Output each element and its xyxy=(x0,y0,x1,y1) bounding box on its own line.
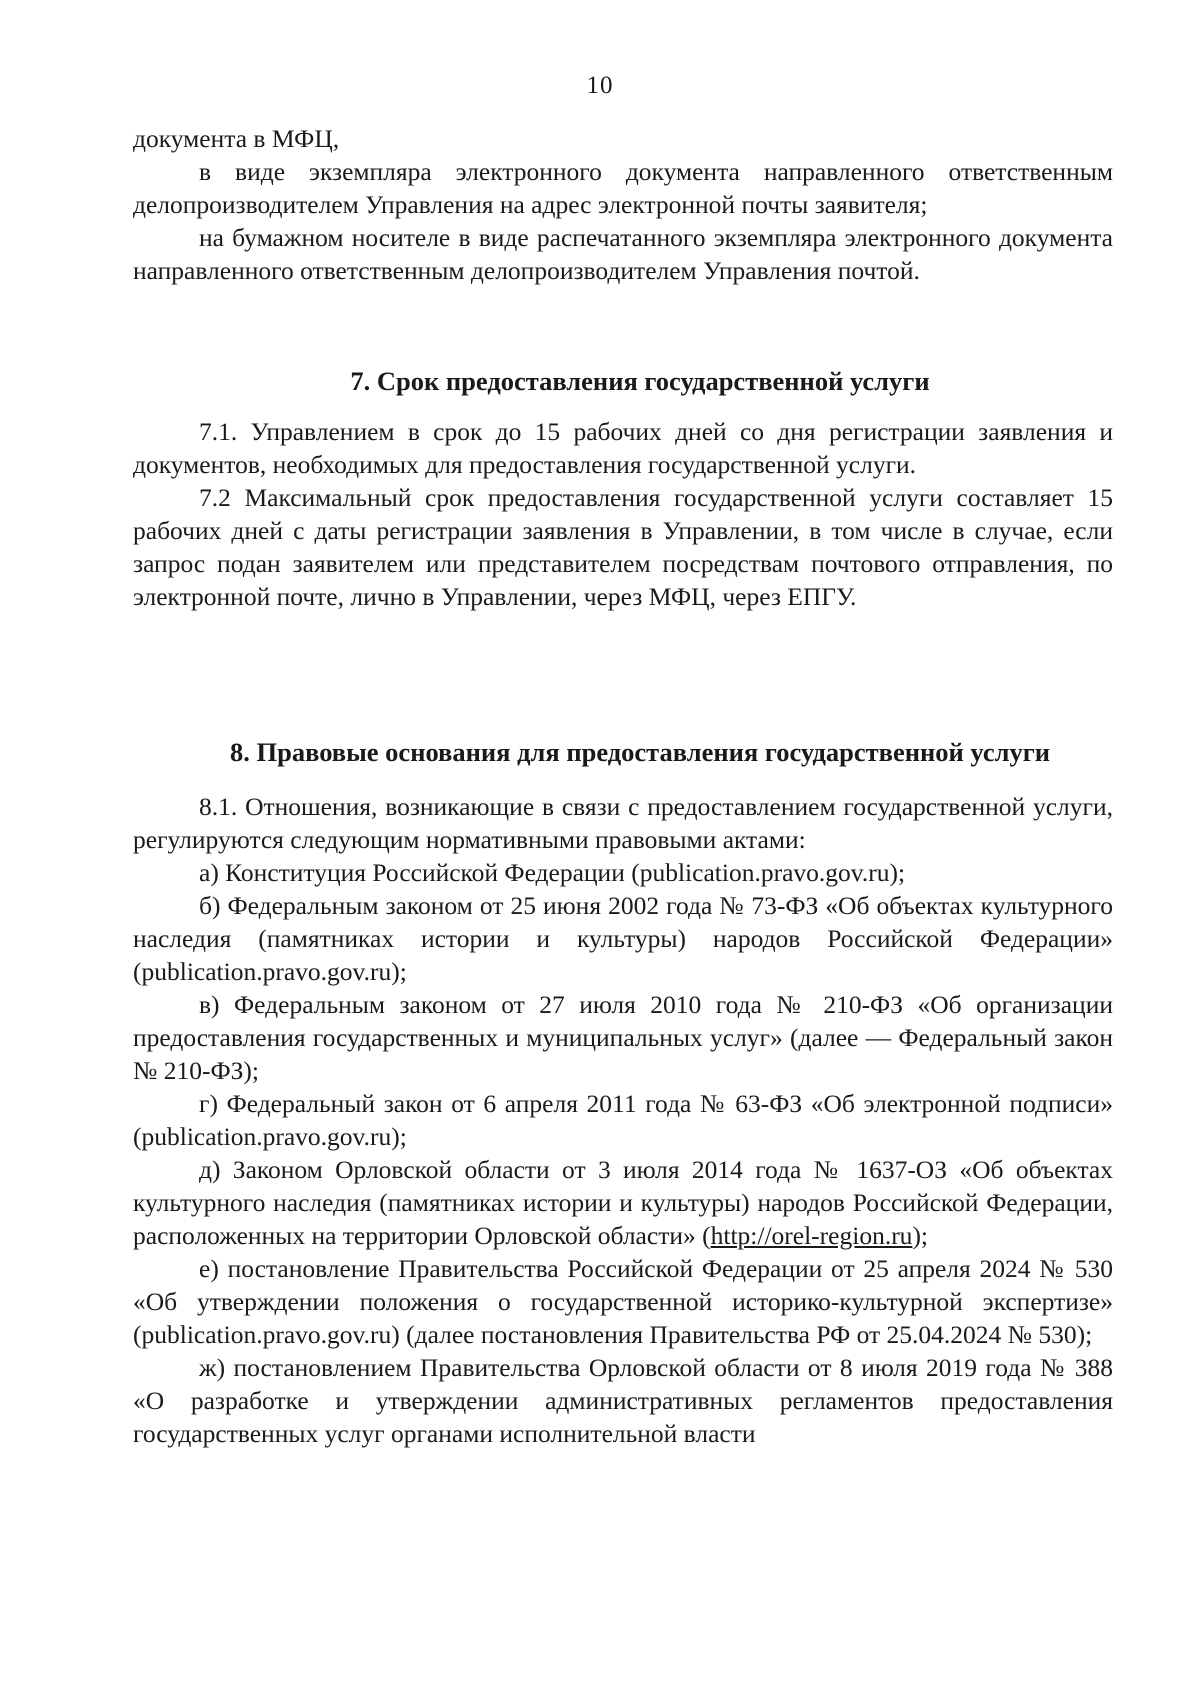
intro-line-1: документа в МФЦ, xyxy=(133,124,340,153)
orel-region-link[interactable]: http://orel-region.ru xyxy=(710,1221,913,1250)
section-7-body xyxy=(133,415,1113,613)
legal-act-item-zh: ж) постановлением Правительства Орловской области от 8 июля 2019 года № 388 «О разработке и утверждении административных регламентов предоставления государственных услуг органами исполнительной власти xyxy=(133,1353,1113,1448)
legal-act-item-v: в) Федеральным законом от 27 июля 2010 года № 210-ФЗ «Об организации предоставления государственных и муниципальных услуг» (далее — Федеральный закон № 210-ФЗ); xyxy=(133,990,1113,1085)
section-8-title: 8. Правовые основания для предоставления государственной услуги xyxy=(229,737,1051,767)
legal-act-item-d xyxy=(133,1153,1113,1252)
section-7-paragraph-2: 7.2 Максимальный срок предоставления государственной услуги составляет 15 рабочих дней с даты регистрации заявления в Управлении, в том числе в случае, если запрос подан заявителем или представителем посредствам почтового отправления, по электронной почте, лично в Управлении, через МФЦ, через ЕПГУ. xyxy=(133,483,1113,611)
legal-act-item-e: е) постановление Правительства Российской Федерации от 25 апреля 2024 № 530 «Об утверждении положения о государственной историко-культурной экспертизе» (publication.pravo.gov.ru) (далее постановления Правительства РФ от 25.04.2024 № 530); xyxy=(133,1254,1113,1349)
section-8-paragraph-1: 8.1. Отношения, возникающие в связи с предоставлением государственной услуги, регулируются следующим нормативными правовыми актами: xyxy=(133,792,1113,854)
intro-paragraph-3: на бумажном носителе в виде распечатанного экземпляра электронного документа направленного ответственным делопроизводителем Управления почтой. xyxy=(133,223,1113,285)
legal-act-item-d-text: д) Законом Орловской области от 3 июля 2014 года № 1637-ОЗ «Об объектах культурного наследия (памятниках истории и культуры) народов Российской Федерации, расположенных на территории Орловской области» ( xyxy=(133,1155,1113,1250)
legal-act-item-d-end: ); xyxy=(912,1221,929,1250)
section-8-body xyxy=(133,790,1113,1450)
section-7-paragraph-1: 7.1. Управлением в срок до 15 рабочих дней со дня регистрации заявления и документов, необходимых для предоставления государственной услуги. xyxy=(133,417,1113,479)
page-number: 10 xyxy=(586,72,614,99)
section-7-title: 7. Срок предоставления государственной услуги xyxy=(350,366,930,396)
legal-act-item-g: г) Федеральный закон от 6 апреля 2011 года № 63-ФЗ «Об электронной подписи» (publication.pravo.gov.ru); xyxy=(133,1089,1113,1151)
legal-act-item-a: а) Конституция Российской Федерации (publication.pravo.gov.ru); xyxy=(199,858,906,887)
legal-act-item-b: б) Федеральным законом от 25 июня 2002 года № 73-ФЗ «Об объектах культурного наследия (памятниках истории и культуры) народов Российской Федерации» (publication.pravo.gov.ru); xyxy=(133,891,1113,986)
intro-paragraph-2: в виде экземпляра электронного документа направленного ответственным делопроизводителем Управления на адрес электронной почты заявителя; xyxy=(133,157,1113,219)
intro-block xyxy=(133,122,1113,287)
